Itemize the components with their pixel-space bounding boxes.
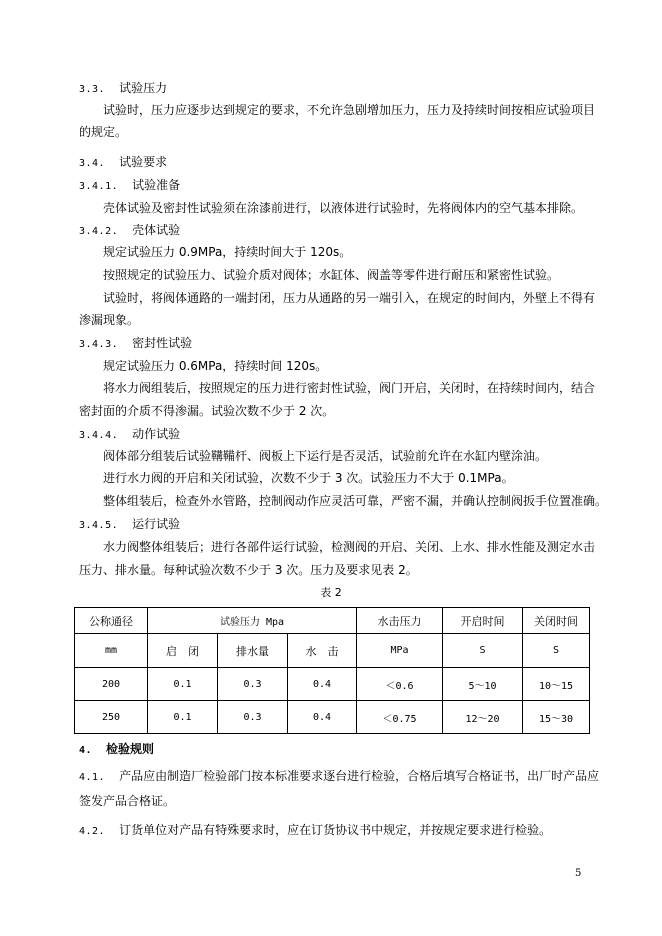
heading-3-4-1: 3.4.1. 试验准备: [79, 178, 181, 192]
cell-open-close: 0.1: [148, 701, 218, 734]
paragraph-line: 将水力阀组装后，按照规定的压力进行密封性试验，阀门开启，关闭时，在持续时间内，结合: [103, 381, 596, 395]
heading-3-4-3: 3.4.3. 密封性试验: [79, 336, 193, 350]
header-close-time: 关闭时间: [523, 608, 590, 634]
header-open-unit: S: [443, 634, 523, 668]
header-hammer-unit: MPa: [357, 634, 443, 668]
table-row: [75, 668, 590, 701]
cell-open-time: 5～10: [443, 668, 523, 701]
cell-hammer-pressure: ＜0.6: [357, 668, 443, 701]
paragraph-line: 的规定。: [79, 125, 128, 139]
paragraph-line: 壳体试验及密封性试验须在涂漆前进行，以液体进行试验时，先将阀体内的空气基本排除。: [103, 201, 584, 215]
pressure-table: [74, 607, 590, 734]
paragraph-line: 渗漏现象。: [79, 313, 140, 327]
table-row: [75, 701, 590, 734]
heading-4-2: 4.2. 订货单位对产品有特殊要求时，应在订货协议书中规定，并按规定要求进行检验。: [79, 823, 552, 837]
cell-nominal: 250: [75, 701, 148, 734]
paragraph-line: 压力、排水量。每种试验次数不少于 3 次。压力及要求见表 2。: [79, 563, 418, 577]
paragraph-line: 水力阀整体组装后；进行各部件运行试验，检测阀的开启、关闭、上水、排水性能及测定水击: [103, 540, 596, 554]
cell-drain: 0.3: [218, 701, 288, 734]
table-caption: 表 2: [320, 586, 342, 599]
cell-close-time: 15～30: [523, 701, 590, 734]
cell-hammer-pressure: ＜0.75: [357, 701, 443, 734]
heading-4: 4. 检验规则: [79, 742, 155, 756]
paragraph-line: 试验时，将阀体通路的一端封闭，压力从通路的另一端引入，在规定的时间内，外壁上不得有: [103, 291, 596, 305]
header-nominal-unit: mm: [75, 634, 148, 668]
cell-drain: 0.3: [218, 668, 288, 701]
cell-open-time: 12～20: [443, 701, 523, 734]
header-hammer-pressure: 水击压力: [357, 608, 443, 634]
cell-close-time: 10～15: [523, 668, 590, 701]
cell-water-hammer: 0.4: [288, 668, 357, 701]
heading-3-4: 3.4. 试验要求: [79, 155, 168, 169]
paragraph-line: 整体组装后，检查外水管路，控制阀动作应灵活可靠，严密不漏，并确认控制阀扳手位置准确。: [103, 494, 608, 508]
heading-4-1: 4.1. 产品应由制造厂检验部门按本标准要求逐台进行检验，合格后填写合格证书，出厂时产品应: [79, 769, 600, 783]
header-close-unit: S: [523, 634, 590, 668]
paragraph-line: 签发产品合格证。: [79, 794, 176, 808]
paragraph-line: 规定试验压力 0.9MPa，持续时间大于 120s。: [103, 245, 352, 259]
paragraph-line: 试验时，压力应逐步达到规定的要求，不允许急剧增加压力，压力及持续时间按相应试验项目: [103, 103, 596, 117]
heading-3-3: 3.3. 试验压力: [79, 81, 168, 95]
header-nominal: 公称通径: [75, 608, 148, 634]
heading-3-4-4: 3.4.4. 动作试验: [79, 427, 181, 441]
heading-3-4-2: 3.4.2. 壳体试验: [79, 223, 181, 237]
cell-water-hammer: 0.4: [288, 701, 357, 734]
paragraph-line: 按照规定的试验压力、试验介质对阀体；水缸体、阀盖等零件进行耐压和紧密性试验。: [103, 268, 560, 282]
cell-nominal: 200: [75, 668, 148, 701]
paragraph-line: 规定试验压力 0.6MPa，持续时间 120s。: [103, 359, 328, 373]
header-open-time: 开启时间: [443, 608, 523, 634]
header-drain: 排水量: [218, 634, 288, 668]
cell-open-close: 0.1: [148, 668, 218, 701]
header-water-hammer: 水 击: [288, 634, 357, 668]
header-open-close: 启 闭: [148, 634, 218, 668]
header-test-pressure: 试验压力 Mpa: [148, 608, 357, 634]
page-number: 5: [575, 868, 582, 879]
paragraph-line: 阀体部分组装后试验鞲鞴杆、阀板上下运行是否灵活，试验前允许在水缸内壁涂油。: [103, 449, 548, 463]
paragraph-line: 密封面的介质不得渗漏。试验次数不少于 2 次。: [79, 404, 335, 418]
paragraph-line: 进行水力阀的开启和关闭试验，次数不少于 3 次。试验压力不大于 0.1MPa。: [103, 471, 514, 485]
heading-3-4-5: 3.4.5. 运行试验: [79, 517, 181, 531]
